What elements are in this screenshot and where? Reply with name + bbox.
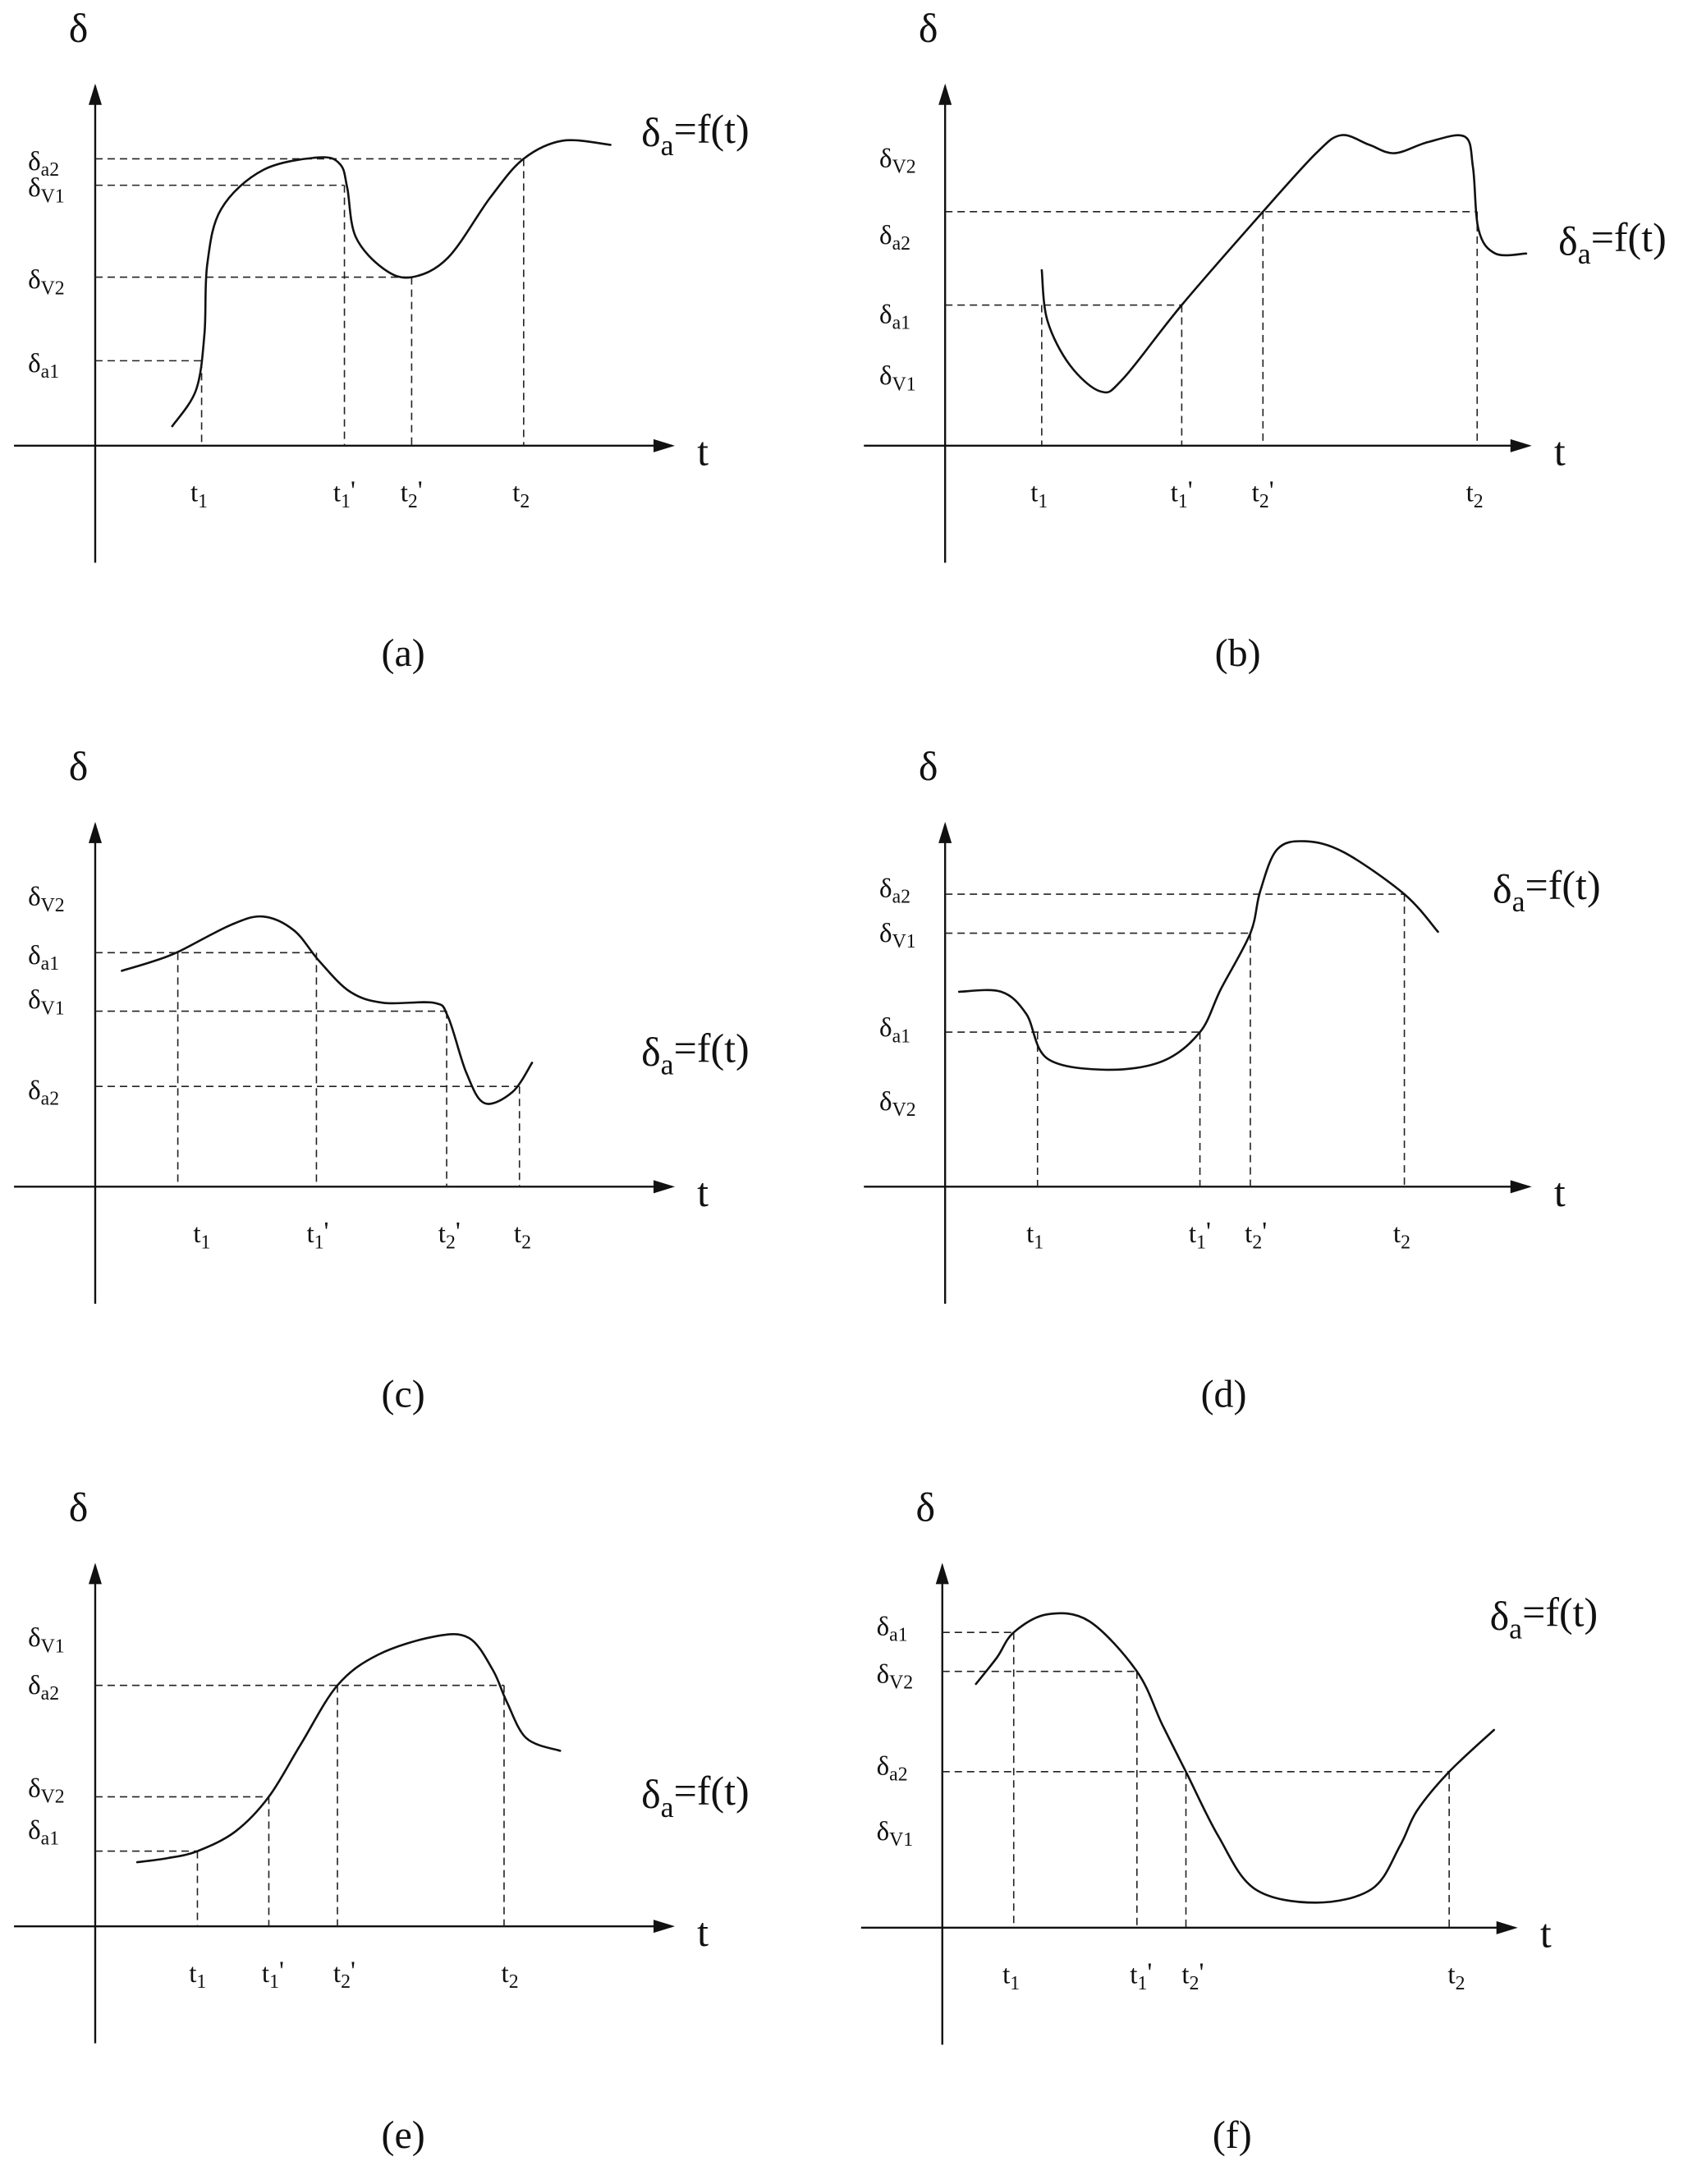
function-curve — [172, 140, 611, 426]
function-label: $\delta_a=f(t)$ — [641, 1767, 750, 1824]
time-label: $t_1'$ — [333, 475, 355, 512]
level-label: $\delta_{a2}$ — [28, 1670, 60, 1705]
time-label: $t_2'$ — [438, 1217, 461, 1254]
panel-caption: (b) — [1214, 631, 1261, 675]
y-axis-title: δ — [68, 4, 89, 51]
level-label: $\delta_{V1}$ — [876, 1816, 914, 1851]
function-curve — [122, 916, 532, 1103]
time-label: $t_1$ — [190, 478, 208, 512]
level-label: $\delta_{V2}$ — [28, 265, 65, 300]
x-axis-arrow — [654, 1920, 675, 1933]
panel-caption: (e) — [381, 2113, 425, 2157]
y-axis-title: δ — [68, 1484, 89, 1530]
time-label: $t_2'$ — [400, 475, 423, 512]
level-label: $\delta_{a2}$ — [876, 1751, 908, 1786]
y-axis-arrow — [89, 822, 102, 843]
time-label: $t_1$ — [1026, 1219, 1044, 1254]
y-axis-title: δ — [918, 4, 938, 51]
level-label: $\delta_{V2}$ — [28, 1773, 65, 1808]
time-label: $t_2'$ — [1181, 1957, 1204, 1994]
level-label: $\delta_{a1}$ — [879, 300, 911, 334]
time-label: $t_2$ — [1447, 1960, 1465, 1994]
y-axis-arrow — [89, 1562, 102, 1584]
function-label: $\delta_a=f(t)$ — [641, 1025, 750, 1081]
panel-d — [864, 743, 1600, 1415]
level-label: $\delta_{a2}$ — [879, 220, 911, 255]
level-label: $\delta_{a2}$ — [28, 1076, 60, 1110]
level-label: $\delta_{V2}$ — [28, 882, 65, 916]
time-label: $t_1$ — [1002, 1960, 1020, 1994]
x-axis-arrow — [1511, 1180, 1532, 1193]
function-curve — [959, 841, 1438, 1069]
function-curve — [1042, 135, 1526, 392]
level-label: $\delta_{a2}$ — [28, 146, 60, 181]
time-label: $t_2$ — [1465, 478, 1484, 512]
panel-caption: (c) — [381, 1372, 425, 1416]
function-label: $\delta_a=f(t)$ — [1489, 1589, 1598, 1645]
x-axis-title: t — [1553, 428, 1566, 475]
level-label: $\delta_{a1}$ — [28, 1815, 60, 1850]
time-label: $t_2'$ — [1245, 1217, 1268, 1254]
panel-e — [14, 1484, 750, 2157]
x-axis-title: t — [697, 428, 709, 475]
y-axis-arrow — [89, 84, 102, 105]
time-label: $t_2$ — [512, 478, 530, 512]
time-label: $t_2'$ — [333, 1957, 355, 1994]
y-axis-arrow — [936, 1562, 949, 1584]
level-label: $\delta_{V1}$ — [28, 985, 65, 1020]
level-label: $\delta_{a1}$ — [876, 1612, 908, 1646]
panel-b — [864, 5, 1666, 675]
time-label: $t_2$ — [501, 1959, 519, 1994]
level-label: $\delta_{V1}$ — [879, 918, 916, 952]
panel-f — [861, 1484, 1598, 2157]
level-label: $\delta_{V2}$ — [876, 1659, 914, 1694]
y-axis-title: δ — [68, 743, 89, 789]
function-label: $\delta_a=f(t)$ — [1558, 214, 1667, 271]
time-label: $t_1$ — [1030, 478, 1048, 512]
function-label: $\delta_a=f(t)$ — [1493, 862, 1601, 919]
x-axis-arrow — [654, 1180, 675, 1193]
level-label: $\delta_{V2}$ — [879, 144, 916, 178]
time-label: $t_2$ — [1392, 1219, 1410, 1254]
x-axis-title: t — [1539, 1910, 1552, 1957]
level-label: $\delta_{V1}$ — [28, 1623, 65, 1658]
level-label: $\delta_{V1}$ — [879, 361, 916, 396]
y-axis-arrow — [938, 84, 952, 105]
panel-caption: (f) — [1212, 2113, 1252, 2157]
level-label: $\delta_{a1}$ — [879, 1013, 911, 1048]
panel-caption: (d) — [1200, 1372, 1247, 1416]
time-label: $t_1'$ — [306, 1217, 329, 1254]
function-curve — [976, 1613, 1494, 1903]
function-label: $\delta_a=f(t)$ — [641, 105, 750, 162]
time-label: $t_1'$ — [261, 1957, 284, 1994]
level-label: $\delta_{a1}$ — [28, 940, 60, 975]
x-axis-title: t — [697, 1169, 709, 1216]
level-label: $\delta_{V2}$ — [879, 1087, 916, 1122]
panel-a — [14, 5, 750, 675]
x-axis-arrow — [1511, 439, 1532, 452]
y-axis-title: δ — [915, 1484, 936, 1530]
level-label: $\delta_{a1}$ — [28, 348, 60, 383]
time-label: $t_2$ — [513, 1219, 531, 1254]
y-axis-title: δ — [918, 743, 938, 789]
level-label: $\delta_{a2}$ — [879, 874, 911, 908]
panel-caption: (a) — [381, 631, 425, 675]
x-axis-arrow — [1497, 1921, 1518, 1934]
function-curve — [137, 1634, 560, 1862]
level-label: $\delta_{V1}$ — [28, 173, 65, 208]
y-axis-arrow — [938, 822, 952, 843]
x-axis-arrow — [654, 439, 675, 452]
x-axis-title: t — [1553, 1169, 1566, 1216]
x-axis-title: t — [697, 1908, 709, 1955]
time-label: $t_1$ — [193, 1219, 211, 1254]
time-label: $t_1'$ — [1188, 1217, 1211, 1254]
time-label: $t_1'$ — [1170, 475, 1193, 512]
time-label: $t_1$ — [189, 1959, 207, 1994]
time-label: $t_1'$ — [1130, 1957, 1153, 1994]
time-label: $t_2'$ — [1251, 475, 1274, 512]
panel-c — [14, 743, 750, 1415]
